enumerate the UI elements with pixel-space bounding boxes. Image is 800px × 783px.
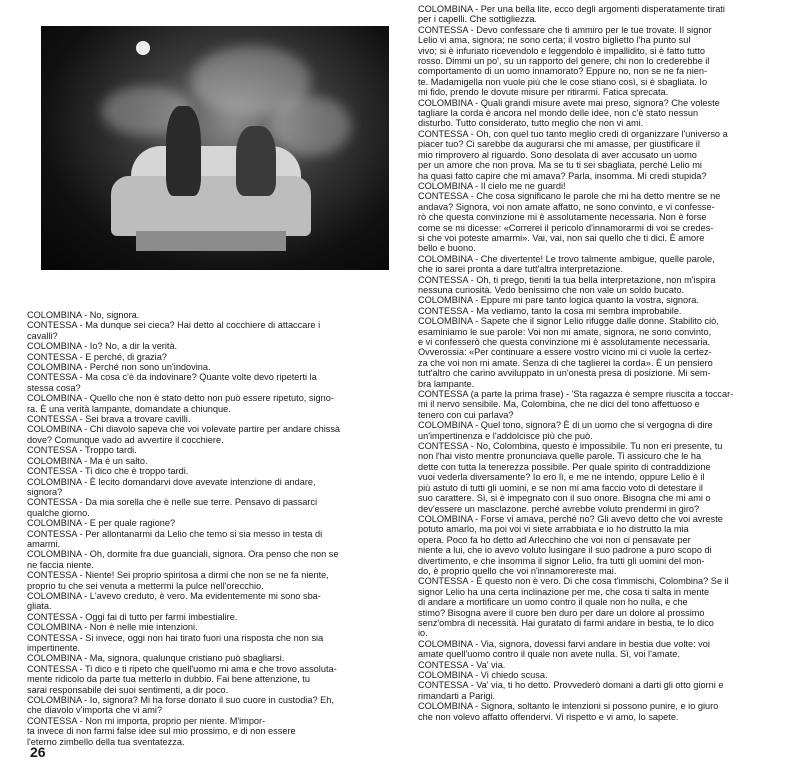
dialogue-line: COLOMBINA - E per quale ragione? <box>27 518 176 529</box>
dialogue-line: CONTESSA - Va' via, ti ho detto. Provvederò domani a darti gli otto giorni e <box>418 680 724 691</box>
dialogue-line: CONTESSA - Ma dunque sei cieca? Hai detto al cocchiere di attaccare i <box>27 320 321 331</box>
dialogue-line: non l'hai visto mentre pronunciava quelle parole. Ti assicuro che le ha <box>418 451 702 462</box>
dialogue-line: COLOMBINA - Signora, soltanto le intenzioni si possono punire, e io giuro <box>418 701 719 712</box>
dialogue-line: CONTESSA - Niente! Sei proprio spiritosa a dirmi che non se ne fa niente, <box>27 570 329 581</box>
dialogue-line: signor Lelio ha una certa inclinazione per me, che cosa ti salta in mente <box>418 586 710 597</box>
dialogue-line: l'eterno zimbello della tua sventatezza. <box>27 736 185 747</box>
dialogue-line: che non volevo affatto offendervi. Vi rispetto e vi amo, lo sapete. <box>418 711 679 722</box>
dialogue-line: CONTESSA - Ti dico e ti ripeto che quell'uomo mi ama e che trovo assoluta- <box>27 663 337 674</box>
dialogue-line: ra. È una verità lampante, domandate a chiunque. <box>27 403 231 414</box>
dialogue-line: CONTESSA - Da mia sorella che è nelle sue terre. Pensavo di passarci <box>27 497 318 508</box>
dialogue-line: rosso. Dimmi un po', su un rapporto del genere, chi non lo crederebbe il <box>418 56 710 67</box>
dialogue-line: COLOMBINA - Quel tono, signora? È di un uomo che si vergogna di dire <box>418 420 713 431</box>
dialogue-line: un'impertinenza e l'addolcisce più che può. <box>418 430 593 441</box>
dialogue-line: COLOMBINA - Eppure mi pare tanto logica quanto la vostra, signora. <box>418 295 699 306</box>
dialogue-line: CONTESSA - E perché, di grazia? <box>27 351 167 362</box>
dialogue-line: di andare a mortificare un uomo contro il quale non ho nulla, e che <box>418 597 688 608</box>
dialogue-line: per un amore che non prova. Ma se tu ti sei sbagliata, perché Lelio mi <box>418 160 702 171</box>
dialogue-line: stessa cosa? <box>27 382 81 393</box>
dialogue-line: CONTESSA - Oggi fai di tutto per farmi imbestialire. <box>27 611 238 622</box>
dialogue-line: tagliare la corda è ancora nel mondo delle idee, non c'è stato nessun <box>418 108 699 119</box>
dialogue-line: tenero con cui parlava? <box>418 409 514 420</box>
dialogue-line: CONTESSA - Ti dico che è troppo tardi. <box>27 466 189 477</box>
dialogue-line: mio rimprovero al riguardo. Sono desolata di aver accusato un uomo <box>418 149 697 160</box>
dialogue-line: COLOMBINA - No, signora. <box>27 310 140 320</box>
moon-icon <box>136 41 150 55</box>
dialogue-line: qualche giorno. <box>27 507 90 518</box>
dialogue-line: COLOMBINA - Io? No, a dir la verità. <box>27 341 178 352</box>
left-text-column <box>27 310 395 747</box>
dialogue-line: COLOMBINA - Sapete che il signor Lelio rifugge dalle donne. Stabilito ciò, <box>418 316 719 327</box>
dialogue-line: divertimento, e che insomma il signor Lelio, fra tutti gli uomini del mon- <box>418 555 705 566</box>
dialogue-line: ta invece di non farmi false idee sul mio prossimo, e di non essere <box>27 726 296 737</box>
dialogue-line: proprio tu che sei venuta a mettermi la pulce nell'orecchio. <box>27 580 264 591</box>
dialogue-line: mente ridicolo da parte tua metterlo in dubbio. Fai bene attenzione, tu <box>27 674 310 685</box>
dialogue-line: COLOMBINA - Non è nelle mie intenzioni. <box>27 622 198 633</box>
dialogue-line: CONTESSA - Per allontanarmi da Lelio che temo si sia messo in testa di <box>27 528 323 539</box>
dialogue-line: amarmi. <box>27 538 61 549</box>
dialogue-line: disturbo. Tutto considerato, tutto meglio che non vi ami. <box>418 118 644 129</box>
dialogue-line: Ovverossia: «Per continuare a essere vostro vicino mi ci vuole la certez- <box>418 347 712 358</box>
dialogue-line: piacer tuo? Ci sarebbe da augurarsi che mi amasse, per giustificare il <box>418 139 700 150</box>
dialogue-line: esaminiamo le sue parole: Voi non mi amate, signora, ne sono convinto, <box>418 326 712 337</box>
dialogue-line: amate quell'uomo contro il quale non avete nulla. Sì, voi l'amate. <box>418 649 680 660</box>
dialogue-line: mi il nervo sensibile. Ma, Colombina, che ne dici del tono affettuoso e <box>418 399 700 410</box>
dialogue-line: rò che questa convinzione mi è assolutamente necessaria. Non è forse <box>418 212 707 223</box>
dialogue-line: stimo? Bisogna avere il cuore ben duro per dare un dolore al prossimo <box>418 607 705 618</box>
dialogue-line: COLOMBINA - Vi chiedo scusa. <box>418 670 548 680</box>
dialogue-line: CONTESSA - Sei brava a trovare cavilli. <box>27 414 191 425</box>
dialogue-line: COLOMBINA - Quali grandi misure avete mai preso, signora? Che voleste <box>418 97 720 108</box>
dialogue-line: rimandarti a Parigi. <box>418 690 496 701</box>
dialogue-line: CONTESSA - Ma cosa c'è da indovinare? Quante volte devo ripeterti la <box>27 372 317 383</box>
dialogue-line: te. Madamigella non vuole più che le cose stiano così, si è sbagliata. Io <box>418 76 708 87</box>
dialogue-line: COLOMBINA - Per una bella lite, ecco degli argomenti disperatamente tirati <box>418 4 725 14</box>
dialogue-line: COLOMBINA - Che divertente! Le trovo talmente ambigue, quelle parole, <box>418 253 715 264</box>
dialogue-line: e vi confesserò che questa convinzione mi è assolutamente necessaria. <box>418 337 711 347</box>
dialogue-line: vuoi vederla diversamente? Io ero lì, e me ne intendo, oppure Lelio è il <box>418 472 705 483</box>
dialogue-line: dette con tutta la tenerezza possibile. Per quale spirito di contraddizione <box>418 461 711 472</box>
dialogue-line: che diavolo v'importa che vi ami? <box>27 705 163 716</box>
dialogue-line: che io sarei pronta a dare tutt'altra interpretazione. <box>418 264 624 275</box>
dialogue-line: nessuna curiosità. Vedo benissimo che non vale un soldo bucato. <box>418 284 685 295</box>
dialogue-line: COLOMBINA - Quello che non è stato detto non può essere ripetuto, signo- <box>27 393 334 404</box>
dialogue-line: COLOMBINA - Chi diavolo sapeva che voi volevate partire per andare chissà <box>27 424 341 435</box>
dialogue-line: COLOMBINA - Oh, dormite fra due guanciali, signora. Ora penso che non se <box>27 549 339 560</box>
dialogue-line: dev'essere un masclazone. perché avrebbe voluto prendermi in giro? <box>418 503 700 514</box>
dialogue-line: niente a lui, che io avevo voluto lusingare il suo padrone a puro scopo di <box>418 545 712 556</box>
dialogue-line: impertinente. <box>27 643 81 653</box>
dialogue-line: cavalli? <box>27 330 58 341</box>
dialogue-line: CONTESSA - Oh, con quel tuo tanto meglio credi di organizzare l'universo a <box>418 128 728 139</box>
dialogue-line: gliata. <box>27 601 52 612</box>
right-text-column <box>418 4 778 722</box>
dialogue-line: ha quasi fatto capire che mi amava? Parla, insomma. Mi credi stupida? <box>418 170 707 181</box>
dialogue-line: COLOMBINA - È lecito domandarvi dove avevate intenzione di andare, <box>27 476 316 487</box>
dialogue-line: come se mi dicesse: «Correrei il pericolo d'innamorarmi di voi se credes- <box>418 222 714 233</box>
dialogue-line: per i capelli. Che sottigliezza. <box>418 14 537 25</box>
dialogue-line: CONTESSA - Troppo tardi. <box>27 445 137 456</box>
dialogue-line: CONTESSA - Si invece, oggi non hai tirato fuori una risposta che non sia <box>27 632 324 643</box>
dialogue-line: COLOMBINA - Ma, signora, qualunque cristiano può sbagliarsi. <box>27 653 285 664</box>
dialogue-line: si che voi poteste amarmi». Vai, vai, non sai quello che ti dici. È amore <box>418 232 705 243</box>
dialogue-line: CONTESSA - Oh, ti prego, tieniti la tua bella interpretazione, non m'ispira <box>418 274 716 285</box>
dialogue-line: CONTESSA (a parte la prima frase) - 'Sta ragazza è sempre riuscita a toccar- <box>418 389 734 400</box>
dialogue-line: vivo; si è infuriato ricevendolo e leggendolo è impallidito, si è fatto tutto <box>418 45 706 56</box>
dialogue-line: bra lampante. <box>418 378 475 389</box>
dialogue-line: dove? Comunque vado ad avvertire il cocchiere. <box>27 434 224 445</box>
dialogue-line: COLOMBINA - L'avevo creduto, è vero. Ma evidentemente mi sono sba- <box>27 590 321 601</box>
dialogue-line: CONTESSA - Ma vediamo, tanto la cosa mi sembra improbabile. <box>418 305 682 316</box>
dialogue-line: tutt'altro che carino avviluppato in un'onesta presa di posizione. Mi sem- <box>418 368 711 379</box>
theatre-illustration <box>41 26 389 270</box>
dialogue-line: CONTESSA - No, Colombina, questo è impossibile. Tu non eri presente, tu <box>418 441 723 452</box>
dialogue-line: ne faccia niente. <box>27 559 94 570</box>
dialogue-line: senz'ombra di necessità. Hai guratato di farmi andare in bestia, te lo dico <box>418 617 714 628</box>
dialogue-line: CONTESSA - Non mi importa, proprio per niente. M'impor- <box>27 715 266 726</box>
dialogue-line: COLOMBINA - Il cielo me ne guardi! <box>418 180 566 191</box>
page-number: 26 <box>30 744 46 760</box>
dialogue-line: signora? <box>27 486 63 497</box>
dialogue-line: io. <box>418 628 428 639</box>
dialogue-line: CONTESSA - Devo confessare che ti ammiro per le tue trovate. Il signor <box>418 24 712 35</box>
dialogue-line: potuto amarlo, ma poi voi vi siete arrabbiata e io ho distrutto la mia <box>418 524 689 535</box>
dialogue-line: COLOMBINA - Forse vi amava, perché no? Gli avevo detto che voi avreste <box>418 513 723 524</box>
dialogue-line: CONTESSA - È questo non è vero. Di che cosa t'immischi, Colombina? Se il <box>418 576 729 587</box>
dialogue-line: do, è proprio quello che voi n'innamorereste mai. <box>418 565 617 576</box>
dialogue-line: più astuto di tutti gli uomini, e se non mi ama faccio voto di detestare il <box>418 482 703 493</box>
dialogue-line: Lelio vi ama, signora; ne sono certa; il vostro biglietto l'ha punto sul <box>418 35 691 46</box>
dialogue-line: comportamento di un uomo innamorato? Eppure no, non se ne fa nien- <box>418 66 708 77</box>
dialogue-line: COLOMBINA - Via, signora, dovessi farvi andare in bestia due volte: voi <box>418 638 710 649</box>
dialogue-line: andava? Signora, voi non amate affatto, ne sono convinto, e vi confesse- <box>418 201 715 212</box>
dialogue-line: CONTESSA - Va' via. <box>418 659 506 670</box>
dialogue-line: sarai responsabile dei suoi sentimenti, a dir poco. <box>27 684 229 695</box>
dialogue-line: za che voi non mi amate. Senza di che taglierei la corda». È un pensiero <box>418 357 713 368</box>
dialogue-line: suo carattere. Sì, si è impegnato con il suo onore. Bisogna che mi ami o <box>418 493 711 504</box>
dialogue-line: COLOMBINA - Io, signora? Mi ha forse donato il suo cuore in custodia? Eh, <box>27 695 334 706</box>
dialogue-line: CONTESSA - Che cosa significano le parole che mi ha detto mentre se ne <box>418 191 721 202</box>
dialogue-line: opera. Poco fa ho detto ad Arlecchino che voi non ci pensavate per <box>418 534 691 545</box>
dialogue-line: mi fido, prendo le dovute misure per ritirarmi. Fatica sprecata. <box>418 87 669 98</box>
dialogue-line: bello e buono. <box>418 243 476 254</box>
dialogue-line: COLOMBINA - Ma è un salto. <box>27 455 148 466</box>
dialogue-line: COLOMBINA - Perché non sono un'indovina. <box>27 362 211 373</box>
